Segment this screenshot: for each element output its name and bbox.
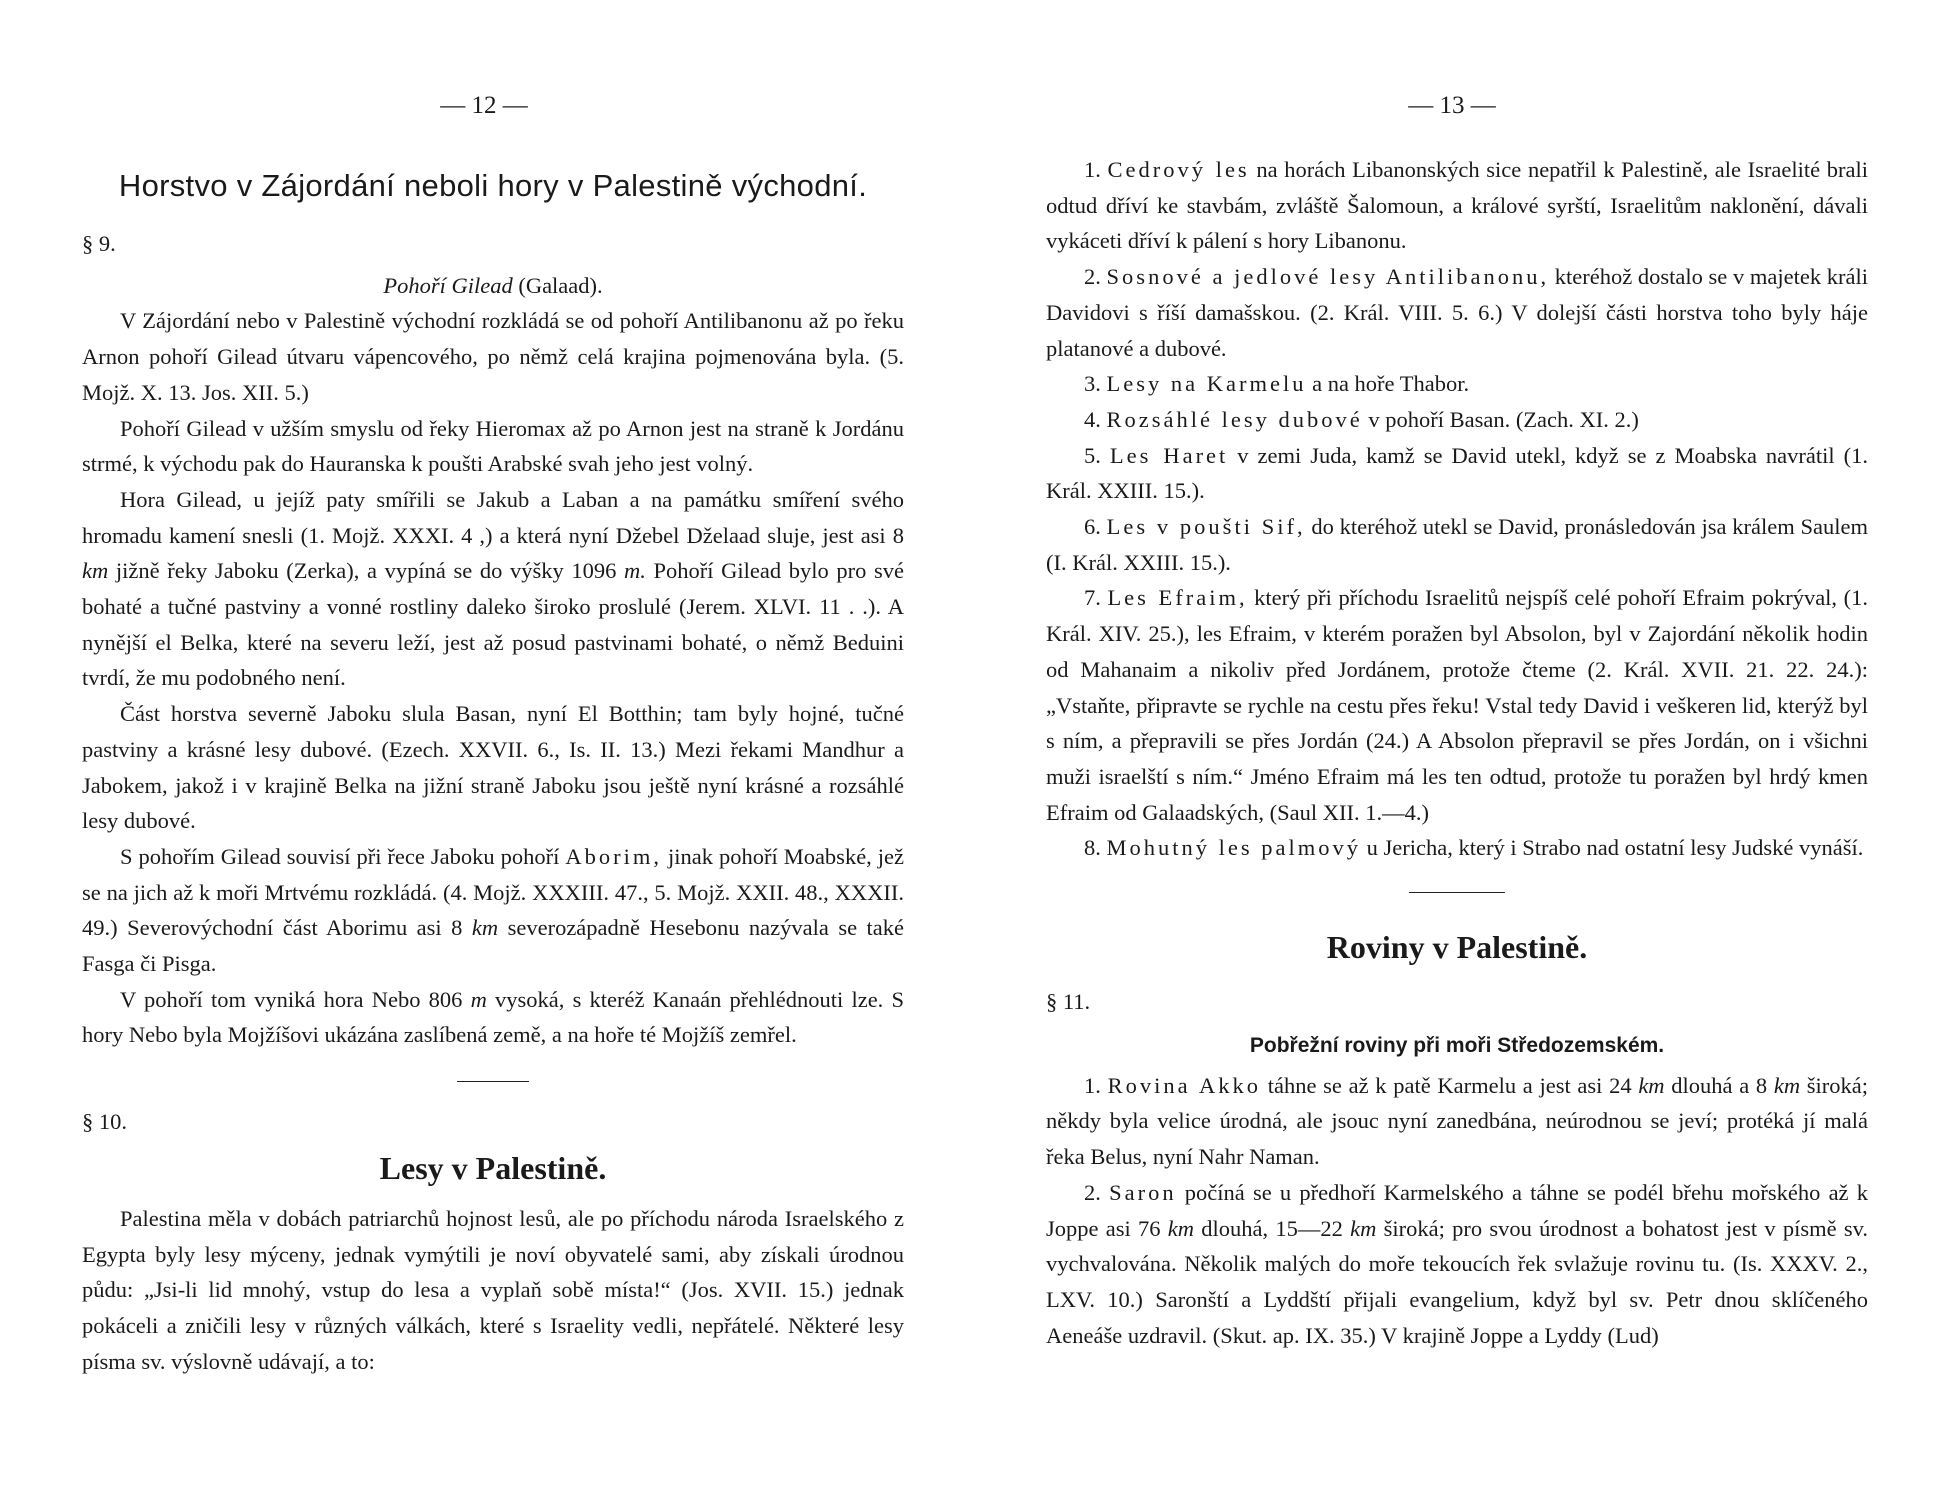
left-column	[82, 168, 904, 1379]
spaced-name: Rovina Akko	[1107, 1072, 1262, 1098]
subheading: Pobřežní roviny při moři Středozemském.	[1249, 1033, 1665, 1057]
paragraph	[82, 482, 904, 696]
item-number: 8.	[1084, 835, 1101, 861]
text-run: Hora Gilead, u jejíž paty smířili se Jakub a Laban a na památku smíření svého hromadu kamení snesli (1. Mojž. XXXI. 4 ,) a která nyní Džebel Dželaad sluje, jest asi 8	[82, 486, 904, 548]
text-run: jinak pohoří Moabské, jež se na jich až k moři Mrtvému rozkládá. (4. Mojž. XXXIII. 47., 5. Mojž. XXII. 48., XXXII. 49.) Severovýchodní část Aborimu asi 8	[82, 843, 905, 941]
unit: km	[82, 558, 109, 584]
unit: m.	[624, 558, 646, 584]
list-item	[1046, 366, 1868, 402]
item-number: 3.	[1084, 371, 1101, 397]
item-number: 2.	[1084, 264, 1101, 290]
page-number: — 13 —	[1408, 92, 1496, 119]
item-number: 5.	[1084, 442, 1101, 468]
paragraph: V Zájordání nebo v Palestině východní rozkládá se od pohoří Antilibanonu až po řeku Arnon pohoří Gilead útvaru vápencového, po němž celá krajina pojmenována byla. (5. Mojž. X. 13. Jos. XII. 5.)	[82, 308, 904, 405]
text-run: počíná se u předhoří Karmelského a táhne se podél břehu mořského až k Joppe asi 76	[1046, 1179, 1868, 1241]
item-text: a na hoře Thabor.	[1312, 371, 1470, 397]
text-run: dlouhá, 15—22	[1201, 1215, 1343, 1241]
item-number: 1.	[1084, 157, 1101, 182]
item-number: 4.	[1084, 406, 1101, 432]
subheading-name: Pohoří Gilead	[383, 272, 513, 298]
text-run: Pohoří Gilead bylo pro své bohaté a tučné pastviny a vonné rostliny daleko široko proslulé (Jerem. XLVI. 11 . .). A nynější el Belka, které na severu leží, jest až posud pastvinami bohaté, o němž Beduini tvrdí, že mu podobného není.	[82, 558, 905, 691]
text-run: široká; pro svou úrodnost a bohatost jest v písmě sv. vychvalována. Několik malých do moře tekoucích řek svlažuje rovinu tu. (Is. XXXV. 2., LXV. 10.) Saronští a Lyddští přijali evangelium, když byl sv. Petr dnou sklíčeného Aeneáše uzdravil. (Skut. ap. IX. 35.) V krajině Joppe a Lyddy (Lud)	[1046, 1215, 1868, 1348]
item-text: v pohoří Basan. (Zach. XI. 2.)	[1368, 406, 1639, 432]
spaced-name: Aborim,	[565, 843, 662, 869]
unit: km	[1167, 1215, 1194, 1241]
spaced-name: Sosnové a jedlové lesy Antilibanonu,	[1106, 264, 1550, 290]
text-run: severozápadně Hesebonu nazývala se také Fasga či Pisga.	[82, 915, 905, 977]
section-marker: § 9.	[82, 231, 116, 256]
paragraph: Část horstva severně Jaboku slula Basan, nyní El Botthin; tam byly hojné, tučné pastviny a krásné lesy dubové. (Ezech. XXVII. 6., Is. II. 13.) Mezi řekami Mandhur a Jabokem, jakož i v krajině Belka na jižní straně Jaboku jsou ještě nyní krásné a rozsáhlé lesy dubové.	[82, 701, 904, 834]
divider	[457, 1081, 529, 1082]
text-run: táhne se až k patě Karmelu a jest asi 24	[1267, 1072, 1632, 1098]
spaced-name: Les Efraim,	[1107, 585, 1248, 611]
unit: km	[1638, 1072, 1665, 1098]
spaced-name: Cedrový les	[1107, 157, 1250, 182]
item-text: který při příchodu Israelitů nejspíš celé pohoří Efraim pokrýval, (1. Král. XIV. 25.), les Efraim, v kterém poražen byl Absolon, byl v Zajordání několik hodin od Mahanaim a nikoliv před Jordánem, protože čteme (2. Král. XVII. 21. 22. 24.): „Vstaňte, připravte se rychle na cestu přes řeku! Vstal tedy David i veškeren lid, kterýž byl s ním, a přepravili se přes Jordán (24.) A Absolon přepravil se přes Jordán, on i všichni muži israelští s ním.“ Jméno Efraim má les ten odtud, protože tu poražen byl hrdý kmen Efraim od Galaadských, (Saul XII. 1.—4.)	[1046, 585, 1868, 825]
text-run: S pohořím Gilead souvisí při řece Jaboku pohoří	[120, 843, 560, 869]
unit: km	[1350, 1215, 1377, 1241]
right-page	[968, 0, 1936, 1500]
item-number: 6.	[1084, 514, 1101, 540]
list-item	[1046, 152, 1868, 259]
text-run: dlouhá a 8	[1671, 1072, 1768, 1098]
spaced-name: Les v poušti Sif,	[1106, 514, 1306, 540]
item-text: kteréhož dostalo se v majetek králi Davidovi s říší damašskou. (2. Král. VIII. 5. 6.) V dolejší části horstva toho byly háje platanové a dubové.	[1046, 264, 1868, 361]
item-number: 1.	[1084, 1072, 1101, 1098]
list-item	[1046, 830, 1868, 866]
paragraph	[82, 839, 904, 982]
chapter-heading: Horstvo v Zájordání neboli hory v Palestině východní.	[118, 168, 868, 203]
subheading-rest: (Galaad).	[518, 272, 603, 298]
section-marker: § 11.	[1046, 989, 1091, 1015]
paragraph	[1046, 1068, 1868, 1175]
spaced-name: Lesy na Karmelu	[1106, 371, 1307, 397]
unit: m	[470, 986, 487, 1012]
spaced-name: Les Haret	[1109, 442, 1229, 468]
unit: km	[471, 915, 499, 941]
spaced-name: Saron	[1109, 1179, 1177, 1205]
subheading	[82, 268, 904, 304]
list-item	[1046, 402, 1868, 438]
spaced-name: Rozsáhlé lesy dubové	[1106, 406, 1363, 432]
right-column	[1046, 152, 1868, 1353]
list-item	[1046, 580, 1868, 830]
forest-list	[1046, 152, 1868, 866]
item-number: 7.	[1084, 585, 1101, 611]
text-run: široká; někdy byla velice úrodná, ale jsouc nyní zanedbána, neúrodnou se jeví; protéká jí malá řeka Belus, nyní Nahr Naman.	[1046, 1072, 1869, 1170]
item-text: na horách Libanonských sice nepatřil k Palestině, ale Israelité brali odtud dříví ke stavbám, zvláště Šalomoun, a králové syrští, Israelitům naklonění, dávali vykáceti dříví k pálení s hory Libanonu.	[1046, 157, 1869, 254]
text-run: vysoká, s kteréž Kanaán přehlédnouti lze. S hory Nebo byla Mojžíšovi ukázána zaslíbená země, a na hoře té Mojžíš zemřel.	[82, 986, 905, 1048]
list-item	[1046, 438, 1868, 509]
text-run: V pohoří tom vyniká hora Nebo 806	[120, 986, 463, 1012]
paragraph	[1046, 1175, 1868, 1354]
item-text: v zemi Juda, kamž se David utekl, když se z Moabska navrátil (1. Král. XXIII. 15.).	[1046, 442, 1869, 504]
section-heading: Roviny v Palestině.	[1326, 929, 1588, 966]
text-run: jižně řeky Jaboku (Zerka), a vypíná se do výšky 1096	[115, 558, 617, 584]
paragraph: Palestina měla v dobách patriarchů hojnost lesů, ale po příchodu národa Israelského z Egypta byly lesy mýceny, jednak vymýtili je noví obyvatelé sami, aby získali úrodnou půdu: „Jsi-li lid mnohý, vstup do lesa a vyplaň sobě místa!“ (Jos. XVII. 15.) jednak pokáceli a zničili lesy v různých válkách, které s Israelity vedli, nepřátelé. Některé lesy písma sv. výslovně udávají, a to:	[82, 1205, 904, 1374]
item-text: do kteréhož utekl se David, pronásledován jsa králem Saulem (I. Král. XXIII. 15.).	[1046, 514, 1869, 575]
divider	[1409, 892, 1505, 893]
list-item	[1046, 259, 1868, 366]
item-number: 2.	[1084, 1179, 1101, 1205]
list-item	[1046, 509, 1868, 580]
spaced-name: Mohutný les palmový	[1106, 835, 1361, 861]
unit: km	[1773, 1072, 1801, 1098]
section-heading: Lesy v Palestině.	[379, 1149, 607, 1186]
item-text: u Jericha, který i Strabo nad ostatní lesy Judské vynáší.	[1366, 835, 1864, 861]
paragraph	[82, 982, 904, 1053]
section-marker: § 10.	[82, 1109, 127, 1135]
paragraph: Pohoří Gilead v užším smyslu od řeky Hieromax až po Arnon jest na straně k Jordánu strmé, k východu pak do Hauranska k poušti Arabské svah jeho jest volný.	[82, 415, 904, 477]
page-number: — 12 —	[440, 92, 528, 119]
